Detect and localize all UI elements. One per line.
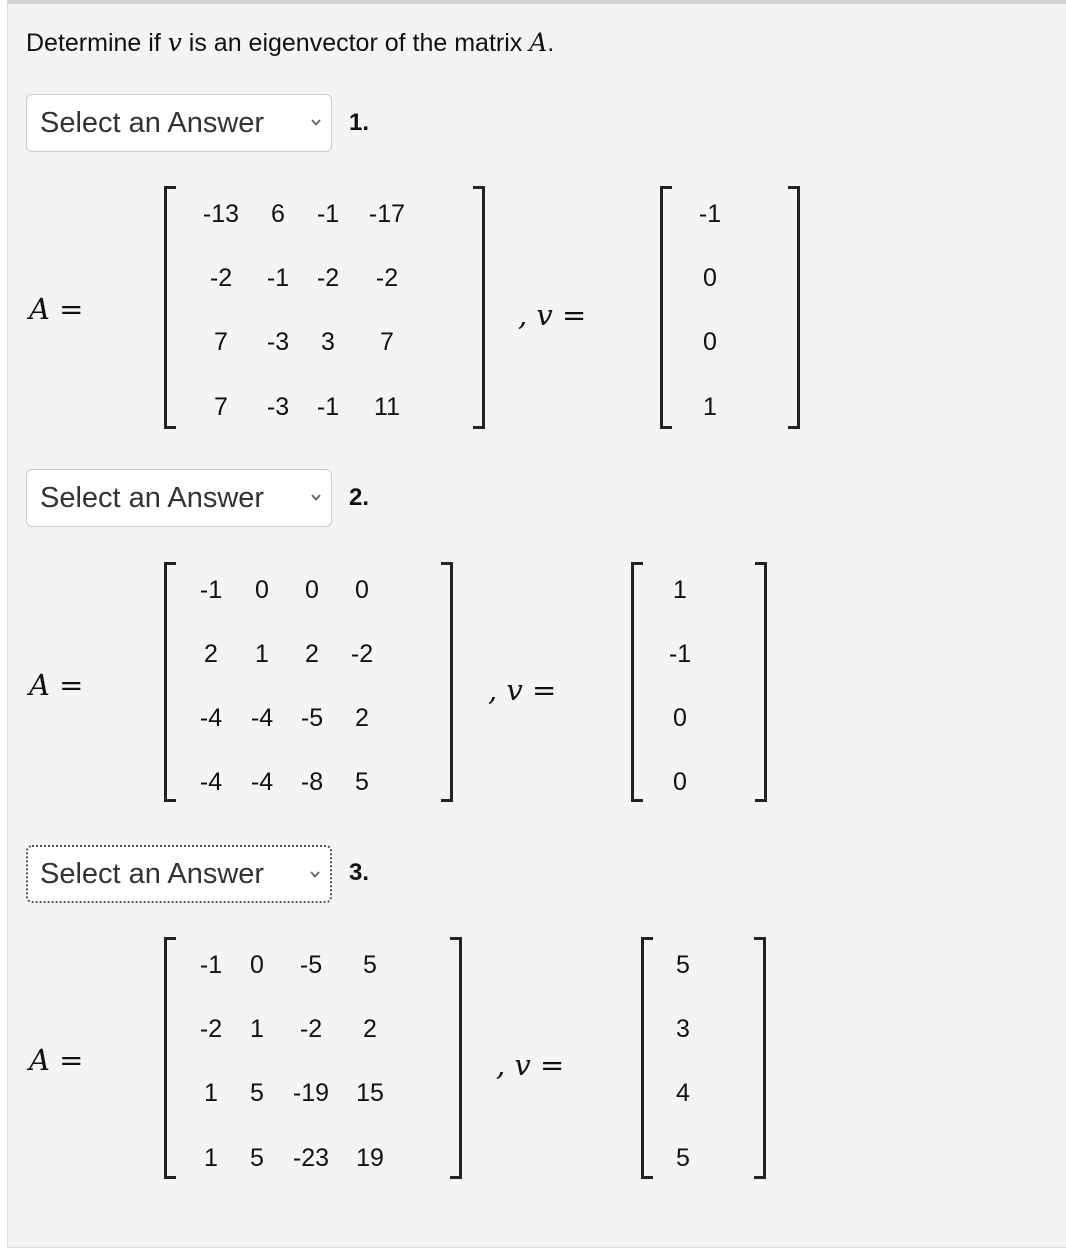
matrix-cell: -3 <box>266 393 290 421</box>
matrix-cell: -1 <box>266 264 290 292</box>
matrix-cell: 0 <box>250 951 264 979</box>
vector-cell: -1 <box>668 640 692 668</box>
vector-cell: 5 <box>676 1144 690 1172</box>
vector-right-bracket <box>754 937 766 1179</box>
matrix-A-label: A = <box>29 668 84 702</box>
vector-left-bracket <box>660 186 672 429</box>
matrix-cell: 2 <box>363 1015 377 1043</box>
matrix-left-bracket <box>164 186 176 429</box>
vector-cell: 1 <box>703 393 717 421</box>
matrix-cell: -2 <box>199 1015 223 1043</box>
matrix-cell: -4 <box>250 704 274 732</box>
select-value: Select an Answer <box>40 482 265 514</box>
matrix-cell: 2 <box>355 704 369 732</box>
question-number-1: 1. <box>349 109 370 136</box>
question-number-2: 2. <box>349 484 370 511</box>
vector-cell: 5 <box>676 951 690 979</box>
prompt-text: . <box>547 29 555 57</box>
matrix-cell: 19 <box>356 1144 384 1172</box>
matrix-cell: -8 <box>300 768 324 796</box>
chevron-down-icon <box>309 490 323 504</box>
question-prompt <box>26 28 554 58</box>
vector-cell: 4 <box>676 1079 690 1107</box>
matrix-left-bracket <box>164 937 176 1179</box>
vector-cell: 0 <box>673 768 687 796</box>
matrix-cell: 1 <box>204 1144 218 1172</box>
matrix-cell: -5 <box>299 951 323 979</box>
vector-cell: 0 <box>673 704 687 732</box>
matrix-A-label: A = <box>29 292 84 326</box>
matrix-cell: 1 <box>204 1079 218 1107</box>
chevron-down-icon <box>308 867 322 881</box>
matrix-cell: 11 <box>374 393 400 421</box>
v-symbol: v <box>167 28 182 57</box>
vector-cell: 0 <box>703 264 717 292</box>
matrix-cell: 5 <box>363 951 377 979</box>
matrix-cell: 6 <box>271 200 285 228</box>
A-symbol: A <box>529 28 548 57</box>
matrix-right-bracket <box>441 562 453 802</box>
question-number-3: 3. <box>349 859 370 886</box>
matrix-cell: 7 <box>380 328 394 356</box>
matrix-cell: -2 <box>209 264 233 292</box>
prompt-text: Determine if <box>26 29 168 57</box>
answer-select-2[interactable] <box>26 469 332 527</box>
matrix-cell: 5 <box>250 1079 264 1107</box>
answer-select-3[interactable] <box>26 845 332 903</box>
matrix-cell: -19 <box>292 1079 330 1107</box>
matrix-cell: -1 <box>316 200 340 228</box>
matrix-cell: -13 <box>202 200 240 228</box>
matrix-cell: -1 <box>199 951 223 979</box>
chevron-down-icon <box>309 115 323 129</box>
matrix-cell: 15 <box>356 1079 384 1107</box>
matrix-cell: 7 <box>214 328 228 356</box>
matrix-A-label: A = <box>29 1043 84 1077</box>
select-value: Select an Answer <box>40 107 265 139</box>
matrix-right-bracket <box>473 186 485 429</box>
matrix-cell: 3 <box>321 328 335 356</box>
matrix-cell: -5 <box>300 704 324 732</box>
matrix-cell: 0 <box>255 576 269 604</box>
matrix-right-bracket <box>450 937 462 1179</box>
vector-left-bracket <box>641 937 653 1179</box>
matrix-cell: -1 <box>199 576 223 604</box>
matrix-cell: -4 <box>250 768 274 796</box>
vector-cell: 3 <box>676 1015 690 1043</box>
vector-v-label: , v = <box>496 1048 565 1082</box>
matrix-cell: -2 <box>299 1015 323 1043</box>
matrix-cell: -17 <box>368 200 406 228</box>
matrix-left-bracket <box>164 562 176 802</box>
matrix-cell: -2 <box>350 640 374 668</box>
matrix-cell: -2 <box>375 264 399 292</box>
matrix-cell: 2 <box>204 640 218 668</box>
matrix-cell: 5 <box>355 768 369 796</box>
matrix-cell: 5 <box>250 1144 264 1172</box>
vector-cell: 1 <box>673 576 687 604</box>
matrix-cell: 1 <box>250 1015 264 1043</box>
vector-v-label: , v = <box>488 673 557 707</box>
vector-right-bracket <box>788 186 800 429</box>
vector-v-label: , v = <box>518 298 587 332</box>
matrix-cell: -3 <box>266 328 290 356</box>
matrix-cell: -23 <box>292 1144 330 1172</box>
vector-left-bracket <box>631 562 643 802</box>
vector-cell: -1 <box>698 200 722 228</box>
matrix-cell: -4 <box>199 768 223 796</box>
select-value: Select an Answer <box>40 858 265 890</box>
matrix-cell: -2 <box>316 264 340 292</box>
prompt-text: is an eigenvector of the matrix <box>181 29 530 57</box>
matrix-cell: 0 <box>355 576 369 604</box>
matrix-cell: 0 <box>305 576 319 604</box>
matrix-cell: 7 <box>214 393 228 421</box>
matrix-cell: -1 <box>316 393 340 421</box>
matrix-cell: 2 <box>305 640 319 668</box>
matrix-cell: -4 <box>199 704 223 732</box>
matrix-cell: 1 <box>255 640 269 668</box>
vector-cell: 0 <box>703 328 717 356</box>
vector-right-bracket <box>755 562 767 802</box>
answer-select-1[interactable] <box>26 94 332 152</box>
